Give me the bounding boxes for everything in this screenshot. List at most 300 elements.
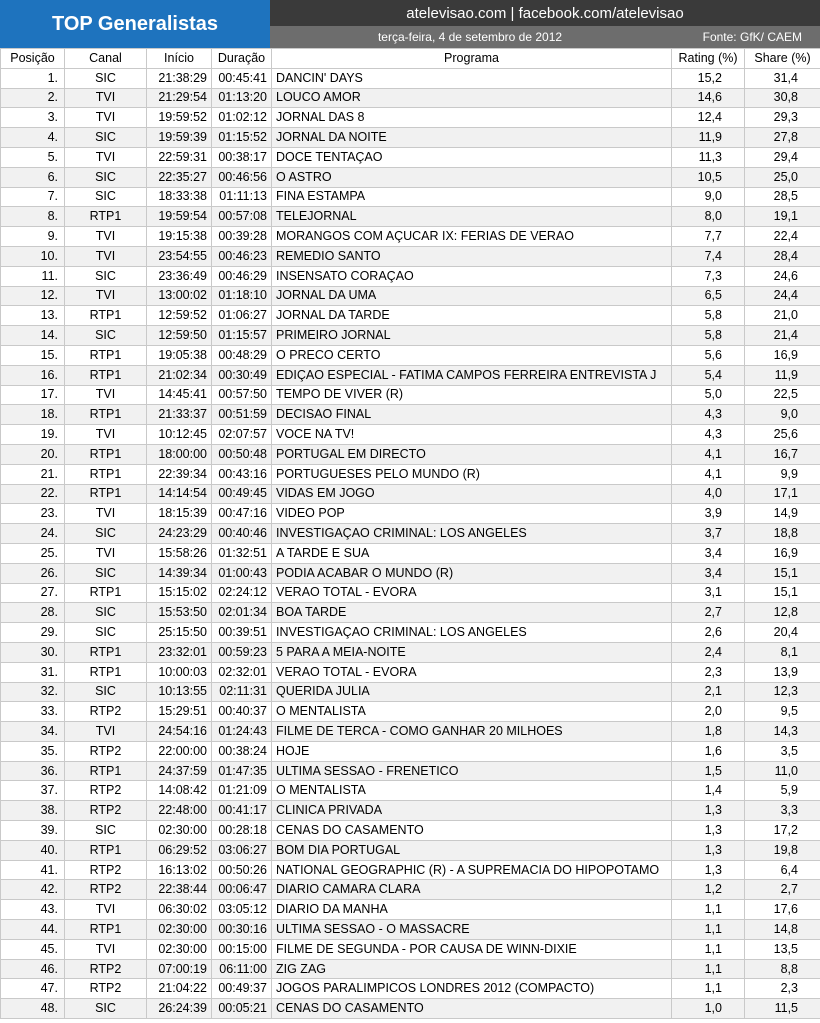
- cell-rating: 7,7: [672, 227, 745, 247]
- table-row: [1, 840, 820, 860]
- cell-share: 19,1: [745, 207, 820, 227]
- cell-duracao: 03:06:27: [212, 840, 272, 860]
- table-row: [1, 246, 820, 266]
- cell-canal: TVI: [65, 543, 147, 563]
- table-row: [1, 286, 820, 306]
- table-row: [1, 345, 820, 365]
- cell-canal: RTP2: [65, 880, 147, 900]
- cell-posicao: 36.: [1, 761, 65, 781]
- table-row: [1, 385, 820, 405]
- cell-canal: TVI: [65, 939, 147, 959]
- cell-rating: 1,3: [672, 840, 745, 860]
- cell-programa: O PRECO CERTO: [272, 345, 672, 365]
- cell-share: 16,7: [745, 444, 820, 464]
- cell-duracao: 01:24:43: [212, 722, 272, 742]
- cell-rating: 4,1: [672, 444, 745, 464]
- table-row: [1, 761, 820, 781]
- table-row: [1, 484, 820, 504]
- cell-duracao: 00:40:46: [212, 524, 272, 544]
- table-row: [1, 128, 820, 148]
- cell-share: 3,5: [745, 741, 820, 761]
- cell-share: 9,0: [745, 405, 820, 425]
- cell-programa: NATIONAL GEOGRAPHIC (R) - A SUPREMACIA DO HIPOPOTAMO: [272, 860, 672, 880]
- cell-canal: SIC: [65, 999, 147, 1019]
- cell-programa: JORNAL DA UMA: [272, 286, 672, 306]
- cell-share: 25,6: [745, 425, 820, 445]
- table-row: [1, 108, 820, 128]
- cell-duracao: 00:15:00: [212, 939, 272, 959]
- table-row: [1, 88, 820, 108]
- cell-posicao: 6.: [1, 167, 65, 187]
- cell-inicio: 06:30:02: [147, 900, 212, 920]
- cell-inicio: 21:04:22: [147, 979, 212, 999]
- cell-programa: 5 PARA A MEIA-NOITE: [272, 642, 672, 662]
- cell-inicio: 26:24:39: [147, 999, 212, 1019]
- cell-inicio: 18:33:38: [147, 187, 212, 207]
- table-row: [1, 543, 820, 563]
- cell-canal: RTP2: [65, 860, 147, 880]
- cell-share: 12,3: [745, 682, 820, 702]
- cell-duracao: 03:05:12: [212, 900, 272, 920]
- cell-programa: QUERIDA JULIA: [272, 682, 672, 702]
- cell-rating: 1,3: [672, 801, 745, 821]
- table-row: [1, 207, 820, 227]
- table-row: [1, 623, 820, 643]
- cell-share: 11,0: [745, 761, 820, 781]
- table-row: [1, 801, 820, 821]
- table-header-row: [1, 49, 820, 69]
- cell-rating: 2,4: [672, 642, 745, 662]
- cell-duracao: 02:07:57: [212, 425, 272, 445]
- cell-canal: SIC: [65, 167, 147, 187]
- cell-posicao: 34.: [1, 722, 65, 742]
- cell-duracao: 01:00:43: [212, 563, 272, 583]
- cell-posicao: 20.: [1, 444, 65, 464]
- info-bar: [270, 26, 820, 48]
- cell-rating: 2,6: [672, 623, 745, 643]
- cell-programa: EDIÇAO ESPECIAL - FATIMA CAMPOS FERREIRA ENTREVISTA J: [272, 365, 672, 385]
- cell-canal: RTP1: [65, 345, 147, 365]
- cell-canal: TVI: [65, 425, 147, 445]
- cell-posicao: 37.: [1, 781, 65, 801]
- cell-programa: REMEDIO SANTO: [272, 246, 672, 266]
- cell-inicio: 22:00:00: [147, 741, 212, 761]
- cell-programa: VIDAS EM JOGO: [272, 484, 672, 504]
- cell-duracao: 00:38:17: [212, 147, 272, 167]
- cell-rating: 1,2: [672, 880, 745, 900]
- site-links: atelevisao.com | facebook.com/atelevisao: [270, 0, 820, 26]
- cell-share: 9,5: [745, 702, 820, 722]
- cell-duracao: 00:30:49: [212, 365, 272, 385]
- table-body: [1, 68, 820, 1018]
- cell-posicao: 41.: [1, 860, 65, 880]
- cell-rating: 3,4: [672, 543, 745, 563]
- cell-canal: RTP2: [65, 741, 147, 761]
- cell-duracao: 00:41:17: [212, 801, 272, 821]
- cell-share: 29,4: [745, 147, 820, 167]
- cell-rating: 5,6: [672, 345, 745, 365]
- cell-duracao: 00:46:29: [212, 266, 272, 286]
- cell-rating: 3,4: [672, 563, 745, 583]
- cell-rating: 1,6: [672, 741, 745, 761]
- cell-canal: RTP1: [65, 920, 147, 940]
- cell-duracao: 00:39:51: [212, 623, 272, 643]
- cell-posicao: 48.: [1, 999, 65, 1019]
- cell-posicao: 22.: [1, 484, 65, 504]
- cell-share: 17,1: [745, 484, 820, 504]
- cell-inicio: 23:54:55: [147, 246, 212, 266]
- cell-programa: DANCIN' DAYS: [272, 68, 672, 88]
- cell-rating: 8,0: [672, 207, 745, 227]
- cell-inicio: 24:37:59: [147, 761, 212, 781]
- cell-share: 24,6: [745, 266, 820, 286]
- col-header-share: Share (%): [745, 49, 820, 69]
- cell-inicio: 21:29:54: [147, 88, 212, 108]
- table-row: [1, 880, 820, 900]
- cell-canal: RTP1: [65, 484, 147, 504]
- cell-programa: JORNAL DA NOITE: [272, 128, 672, 148]
- cell-canal: RTP1: [65, 405, 147, 425]
- cell-share: 16,9: [745, 543, 820, 563]
- cell-posicao: 12.: [1, 286, 65, 306]
- cell-rating: 5,8: [672, 326, 745, 346]
- table-row: [1, 68, 820, 88]
- cell-canal: SIC: [65, 524, 147, 544]
- cell-duracao: 00:28:18: [212, 821, 272, 841]
- cell-canal: TVI: [65, 246, 147, 266]
- col-header-canal: Canal: [65, 49, 147, 69]
- cell-inicio: 02:30:00: [147, 920, 212, 940]
- cell-inicio: 15:29:51: [147, 702, 212, 722]
- cell-rating: 7,3: [672, 266, 745, 286]
- cell-share: 9,9: [745, 464, 820, 484]
- cell-duracao: 00:45:41: [212, 68, 272, 88]
- cell-duracao: 00:43:16: [212, 464, 272, 484]
- cell-duracao: 00:47:16: [212, 504, 272, 524]
- cell-rating: 6,5: [672, 286, 745, 306]
- cell-rating: 2,7: [672, 603, 745, 623]
- cell-posicao: 29.: [1, 623, 65, 643]
- cell-canal: SIC: [65, 623, 147, 643]
- cell-canal: TVI: [65, 900, 147, 920]
- cell-share: 31,4: [745, 68, 820, 88]
- cell-share: 21,0: [745, 306, 820, 326]
- cell-posicao: 8.: [1, 207, 65, 227]
- cell-duracao: 00:48:29: [212, 345, 272, 365]
- cell-canal: RTP1: [65, 444, 147, 464]
- cell-rating: 7,4: [672, 246, 745, 266]
- cell-programa: VIDEO POP: [272, 504, 672, 524]
- cell-share: 27,8: [745, 128, 820, 148]
- cell-inicio: 19:15:38: [147, 227, 212, 247]
- cell-share: 25,0: [745, 167, 820, 187]
- table-row: [1, 227, 820, 247]
- cell-programa: JORNAL DA TARDE: [272, 306, 672, 326]
- report-title: TOP Generalistas: [0, 0, 270, 48]
- table-row: [1, 900, 820, 920]
- cell-inicio: 16:13:02: [147, 860, 212, 880]
- table-row: [1, 504, 820, 524]
- cell-canal: SIC: [65, 266, 147, 286]
- cell-canal: SIC: [65, 821, 147, 841]
- cell-inicio: 19:59:54: [147, 207, 212, 227]
- cell-share: 2,7: [745, 880, 820, 900]
- cell-posicao: 39.: [1, 821, 65, 841]
- cell-programa: CENAS DO CASAMENTO: [272, 999, 672, 1019]
- cell-canal: RTP2: [65, 959, 147, 979]
- table-row: [1, 702, 820, 722]
- report-date: terça-feira, 4 de setembro de 2012: [377, 30, 563, 44]
- cell-posicao: 46.: [1, 959, 65, 979]
- cell-share: 15,1: [745, 583, 820, 603]
- cell-canal: TVI: [65, 227, 147, 247]
- cell-rating: 14,6: [672, 88, 745, 108]
- cell-inicio: 18:00:00: [147, 444, 212, 464]
- cell-posicao: 26.: [1, 563, 65, 583]
- cell-posicao: 10.: [1, 246, 65, 266]
- cell-posicao: 3.: [1, 108, 65, 128]
- cell-share: 8,8: [745, 959, 820, 979]
- table-row: [1, 187, 820, 207]
- cell-duracao: 00:59:23: [212, 642, 272, 662]
- cell-share: 5,9: [745, 781, 820, 801]
- cell-posicao: 30.: [1, 642, 65, 662]
- cell-programa: FILME DE TERCA - COMO GANHAR 20 MILHOES: [272, 722, 672, 742]
- cell-posicao: 21.: [1, 464, 65, 484]
- cell-inicio: 13:00:02: [147, 286, 212, 306]
- cell-programa: FILME DE SEGUNDA - POR CAUSA DE WINN-DIXIE: [272, 939, 672, 959]
- cell-share: 19,8: [745, 840, 820, 860]
- cell-canal: RTP2: [65, 801, 147, 821]
- cell-inicio: 14:14:54: [147, 484, 212, 504]
- cell-canal: RTP2: [65, 702, 147, 722]
- cell-canal: SIC: [65, 187, 147, 207]
- cell-duracao: 02:11:31: [212, 682, 272, 702]
- cell-duracao: 01:32:51: [212, 543, 272, 563]
- cell-inicio: 14:45:41: [147, 385, 212, 405]
- cell-inicio: 10:13:55: [147, 682, 212, 702]
- cell-rating: 15,2: [672, 68, 745, 88]
- cell-duracao: 01:47:35: [212, 761, 272, 781]
- cell-rating: 1,4: [672, 781, 745, 801]
- cell-duracao: 00:50:48: [212, 444, 272, 464]
- cell-rating: 1,0: [672, 999, 745, 1019]
- cell-duracao: 00:05:21: [212, 999, 272, 1019]
- cell-canal: SIC: [65, 563, 147, 583]
- cell-programa: JOGOS PARALIMPICOS LONDRES 2012 (COMPACTO): [272, 979, 672, 999]
- cell-share: 30,8: [745, 88, 820, 108]
- cell-rating: 10,5: [672, 167, 745, 187]
- cell-posicao: 17.: [1, 385, 65, 405]
- table-row: [1, 306, 820, 326]
- cell-rating: 2,0: [672, 702, 745, 722]
- cell-rating: 2,1: [672, 682, 745, 702]
- cell-posicao: 40.: [1, 840, 65, 860]
- cell-duracao: 00:57:08: [212, 207, 272, 227]
- cell-inicio: 22:35:27: [147, 167, 212, 187]
- table-row: [1, 979, 820, 999]
- cell-rating: 5,0: [672, 385, 745, 405]
- cell-rating: 3,9: [672, 504, 745, 524]
- cell-posicao: 25.: [1, 543, 65, 563]
- table-row: [1, 642, 820, 662]
- table-row: [1, 524, 820, 544]
- cell-canal: TVI: [65, 504, 147, 524]
- cell-rating: 1,1: [672, 900, 745, 920]
- cell-posicao: 45.: [1, 939, 65, 959]
- cell-programa: PORTUGUESES PELO MUNDO (R): [272, 464, 672, 484]
- cell-programa: CENAS DO CASAMENTO: [272, 821, 672, 841]
- cell-duracao: 00:46:23: [212, 246, 272, 266]
- cell-posicao: 18.: [1, 405, 65, 425]
- cell-share: 12,8: [745, 603, 820, 623]
- cell-duracao: 01:21:09: [212, 781, 272, 801]
- cell-share: 11,5: [745, 999, 820, 1019]
- cell-rating: 1,1: [672, 939, 745, 959]
- cell-inicio: 06:29:52: [147, 840, 212, 860]
- cell-share: 29,3: [745, 108, 820, 128]
- cell-inicio: 02:30:00: [147, 939, 212, 959]
- cell-duracao: 02:01:34: [212, 603, 272, 623]
- cell-posicao: 42.: [1, 880, 65, 900]
- table-row: [1, 444, 820, 464]
- cell-duracao: 01:02:12: [212, 108, 272, 128]
- cell-posicao: 9.: [1, 227, 65, 247]
- cell-programa: PODIA ACABAR O MUNDO (R): [272, 563, 672, 583]
- table-row: [1, 326, 820, 346]
- cell-inicio: 15:53:50: [147, 603, 212, 623]
- table-row: [1, 405, 820, 425]
- cell-canal: RTP1: [65, 583, 147, 603]
- cell-duracao: 00:50:26: [212, 860, 272, 880]
- cell-inicio: 22:59:31: [147, 147, 212, 167]
- col-header-duracao: Duração: [212, 49, 272, 69]
- cell-programa: VERAO TOTAL - EVORA: [272, 662, 672, 682]
- cell-duracao: 00:46:56: [212, 167, 272, 187]
- cell-inicio: 10:00:03: [147, 662, 212, 682]
- cell-inicio: 24:23:29: [147, 524, 212, 544]
- cell-programa: INVESTIGAÇAO CRIMINAL: LOS ANGELES: [272, 623, 672, 643]
- table-row: [1, 781, 820, 801]
- table-row: [1, 365, 820, 385]
- cell-inicio: 23:32:01: [147, 642, 212, 662]
- table-row: [1, 425, 820, 445]
- cell-share: 2,3: [745, 979, 820, 999]
- cell-canal: RTP1: [65, 662, 147, 682]
- cell-canal: SIC: [65, 603, 147, 623]
- cell-inicio: 02:30:00: [147, 821, 212, 841]
- cell-programa: VOCE NA TV!: [272, 425, 672, 445]
- cell-canal: RTP1: [65, 642, 147, 662]
- table-row: [1, 821, 820, 841]
- cell-programa: DIARIO CAMARA CLARA: [272, 880, 672, 900]
- cell-programa: INVESTIGAÇAO CRIMINAL: LOS ANGELES: [272, 524, 672, 544]
- cell-programa: INSENSATO CORAÇAO: [272, 266, 672, 286]
- table-row: [1, 939, 820, 959]
- cell-share: 13,5: [745, 939, 820, 959]
- cell-posicao: 19.: [1, 425, 65, 445]
- cell-duracao: 00:49:45: [212, 484, 272, 504]
- cell-programa: JORNAL DAS 8: [272, 108, 672, 128]
- cell-share: 15,1: [745, 563, 820, 583]
- cell-rating: 1,8: [672, 722, 745, 742]
- cell-share: 24,4: [745, 286, 820, 306]
- report-header: [0, 0, 820, 48]
- cell-share: 14,9: [745, 504, 820, 524]
- cell-inicio: 21:38:29: [147, 68, 212, 88]
- cell-posicao: 38.: [1, 801, 65, 821]
- cell-inicio: 22:38:44: [147, 880, 212, 900]
- cell-share: 13,9: [745, 662, 820, 682]
- cell-posicao: 11.: [1, 266, 65, 286]
- cell-inicio: 22:39:34: [147, 464, 212, 484]
- cell-canal: RTP1: [65, 365, 147, 385]
- cell-programa: O MENTALISTA: [272, 702, 672, 722]
- table-row: [1, 741, 820, 761]
- cell-canal: TVI: [65, 88, 147, 108]
- cell-rating: 3,7: [672, 524, 745, 544]
- cell-posicao: 15.: [1, 345, 65, 365]
- table-row: [1, 583, 820, 603]
- cell-posicao: 35.: [1, 741, 65, 761]
- cell-duracao: 00:51:59: [212, 405, 272, 425]
- col-header-inicio: Início: [147, 49, 212, 69]
- cell-duracao: 00:39:28: [212, 227, 272, 247]
- cell-rating: 4,3: [672, 405, 745, 425]
- cell-rating: 1,1: [672, 959, 745, 979]
- cell-inicio: 10:12:45: [147, 425, 212, 445]
- cell-posicao: 47.: [1, 979, 65, 999]
- cell-programa: ULTIMA SESSAO - FRENETICO: [272, 761, 672, 781]
- cell-share: 20,4: [745, 623, 820, 643]
- cell-programa: HOJE: [272, 741, 672, 761]
- cell-duracao: 00:49:37: [212, 979, 272, 999]
- cell-inicio: 14:39:34: [147, 563, 212, 583]
- cell-duracao: 01:15:57: [212, 326, 272, 346]
- cell-programa: O MENTALISTA: [272, 781, 672, 801]
- cell-rating: 4,1: [672, 464, 745, 484]
- cell-posicao: 44.: [1, 920, 65, 940]
- cell-posicao: 14.: [1, 326, 65, 346]
- cell-inicio: 21:33:37: [147, 405, 212, 425]
- table-row: [1, 563, 820, 583]
- cell-rating: 2,3: [672, 662, 745, 682]
- cell-inicio: 15:58:26: [147, 543, 212, 563]
- cell-canal: TVI: [65, 286, 147, 306]
- cell-canal: TVI: [65, 385, 147, 405]
- cell-rating: 4,3: [672, 425, 745, 445]
- cell-inicio: 19:59:52: [147, 108, 212, 128]
- cell-duracao: 01:13:20: [212, 88, 272, 108]
- cell-rating: 3,1: [672, 583, 745, 603]
- cell-posicao: 43.: [1, 900, 65, 920]
- table-row: [1, 147, 820, 167]
- cell-share: 18,8: [745, 524, 820, 544]
- cell-canal: TVI: [65, 108, 147, 128]
- cell-inicio: 07:00:19: [147, 959, 212, 979]
- cell-posicao: 2.: [1, 88, 65, 108]
- cell-duracao: 01:15:52: [212, 128, 272, 148]
- cell-rating: 4,0: [672, 484, 745, 504]
- cell-canal: RTP1: [65, 840, 147, 860]
- cell-programa: O ASTRO: [272, 167, 672, 187]
- cell-canal: SIC: [65, 68, 147, 88]
- cell-canal: RTP1: [65, 306, 147, 326]
- cell-programa: CLINICA PRIVADA: [272, 801, 672, 821]
- cell-duracao: 06:11:00: [212, 959, 272, 979]
- col-header-rating: Rating (%): [672, 49, 745, 69]
- cell-rating: 1,5: [672, 761, 745, 781]
